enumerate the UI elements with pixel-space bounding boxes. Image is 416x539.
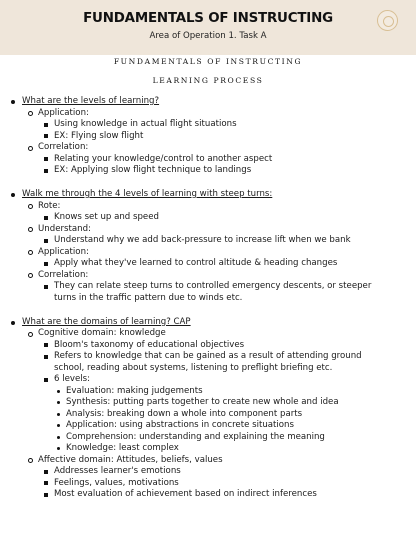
list-item: They can relate steep turns to controlled emergency descents, or steeper turns in the traffic pattern due to winds etc. — [0, 281, 416, 304]
list-item: Analysis: breaking down a whole into component parts — [0, 409, 416, 421]
list-item: Understand why we add back-pressure to increase lift when we bank — [0, 235, 416, 247]
section-title: FUNDAMENTALS OF INSTRUCTING — [113, 57, 303, 66]
list-item: Refers to knowledge that can be gained as a result of attending ground school, reading about systems, listening to preflight briefing etc. — [0, 351, 416, 374]
list-item: Feelings, values, motivations — [0, 478, 416, 490]
page-header — [0, 0, 416, 55]
page-subtitle: Area of Operation 1. Task A — [149, 31, 267, 41]
list-item: Evaluation: making judgements — [0, 386, 416, 398]
list-item: Application: — [0, 108, 416, 120]
list-item: Using knowledge in actual flight situations — [0, 119, 416, 131]
list-item: Apply what they've learned to control altitude & heading changes — [0, 258, 416, 270]
list-item: Cognitive domain: knowledge — [0, 328, 416, 340]
section-subtitle: LEARNING PROCESS — [152, 76, 264, 85]
question-steep-turns: Walk me through the 4 levels of learning with steep turns: — [0, 189, 416, 201]
list-item: EX: Flying slow flight — [0, 131, 416, 143]
list-item: Knowledge: least complex — [0, 443, 416, 455]
list-item: Understand: — [0, 224, 416, 236]
question-domains-of-learning: What are the domains of learning? CAP — [0, 317, 416, 329]
list-item: Correlation: — [0, 270, 416, 282]
list-item: Most evaluation of achievement based on indirect inferences — [0, 489, 416, 501]
page-title: FUNDAMENTALS OF INSTRUCTING — [83, 11, 333, 26]
list-item: Relating your knowledge/control to another aspect — [0, 154, 416, 166]
list-item: Rote: — [0, 201, 416, 213]
list-item: Affective domain: Attitudes, beliefs, values — [0, 455, 416, 467]
list-item: Bloom's taxonomy of educational objectives — [0, 340, 416, 352]
list-item: Comprehension: understanding and explaining the meaning — [0, 432, 416, 444]
list-item: 6 levels: — [0, 374, 416, 386]
list-item: Knows set up and speed — [0, 212, 416, 224]
list-item: EX: Applying slow flight technique to landings — [0, 165, 416, 177]
logo-icon — [377, 10, 398, 31]
study-outline — [0, 96, 416, 501]
question-levels-of-learning: What are the levels of learning? — [0, 96, 416, 108]
list-item: Synthesis: putting parts together to create new whole and idea — [0, 397, 416, 409]
list-item: Addresses learner's emotions — [0, 466, 416, 478]
list-item: Correlation: — [0, 142, 416, 154]
list-item: Application: using abstractions in concrete situations — [0, 420, 416, 432]
list-item: Application: — [0, 247, 416, 259]
